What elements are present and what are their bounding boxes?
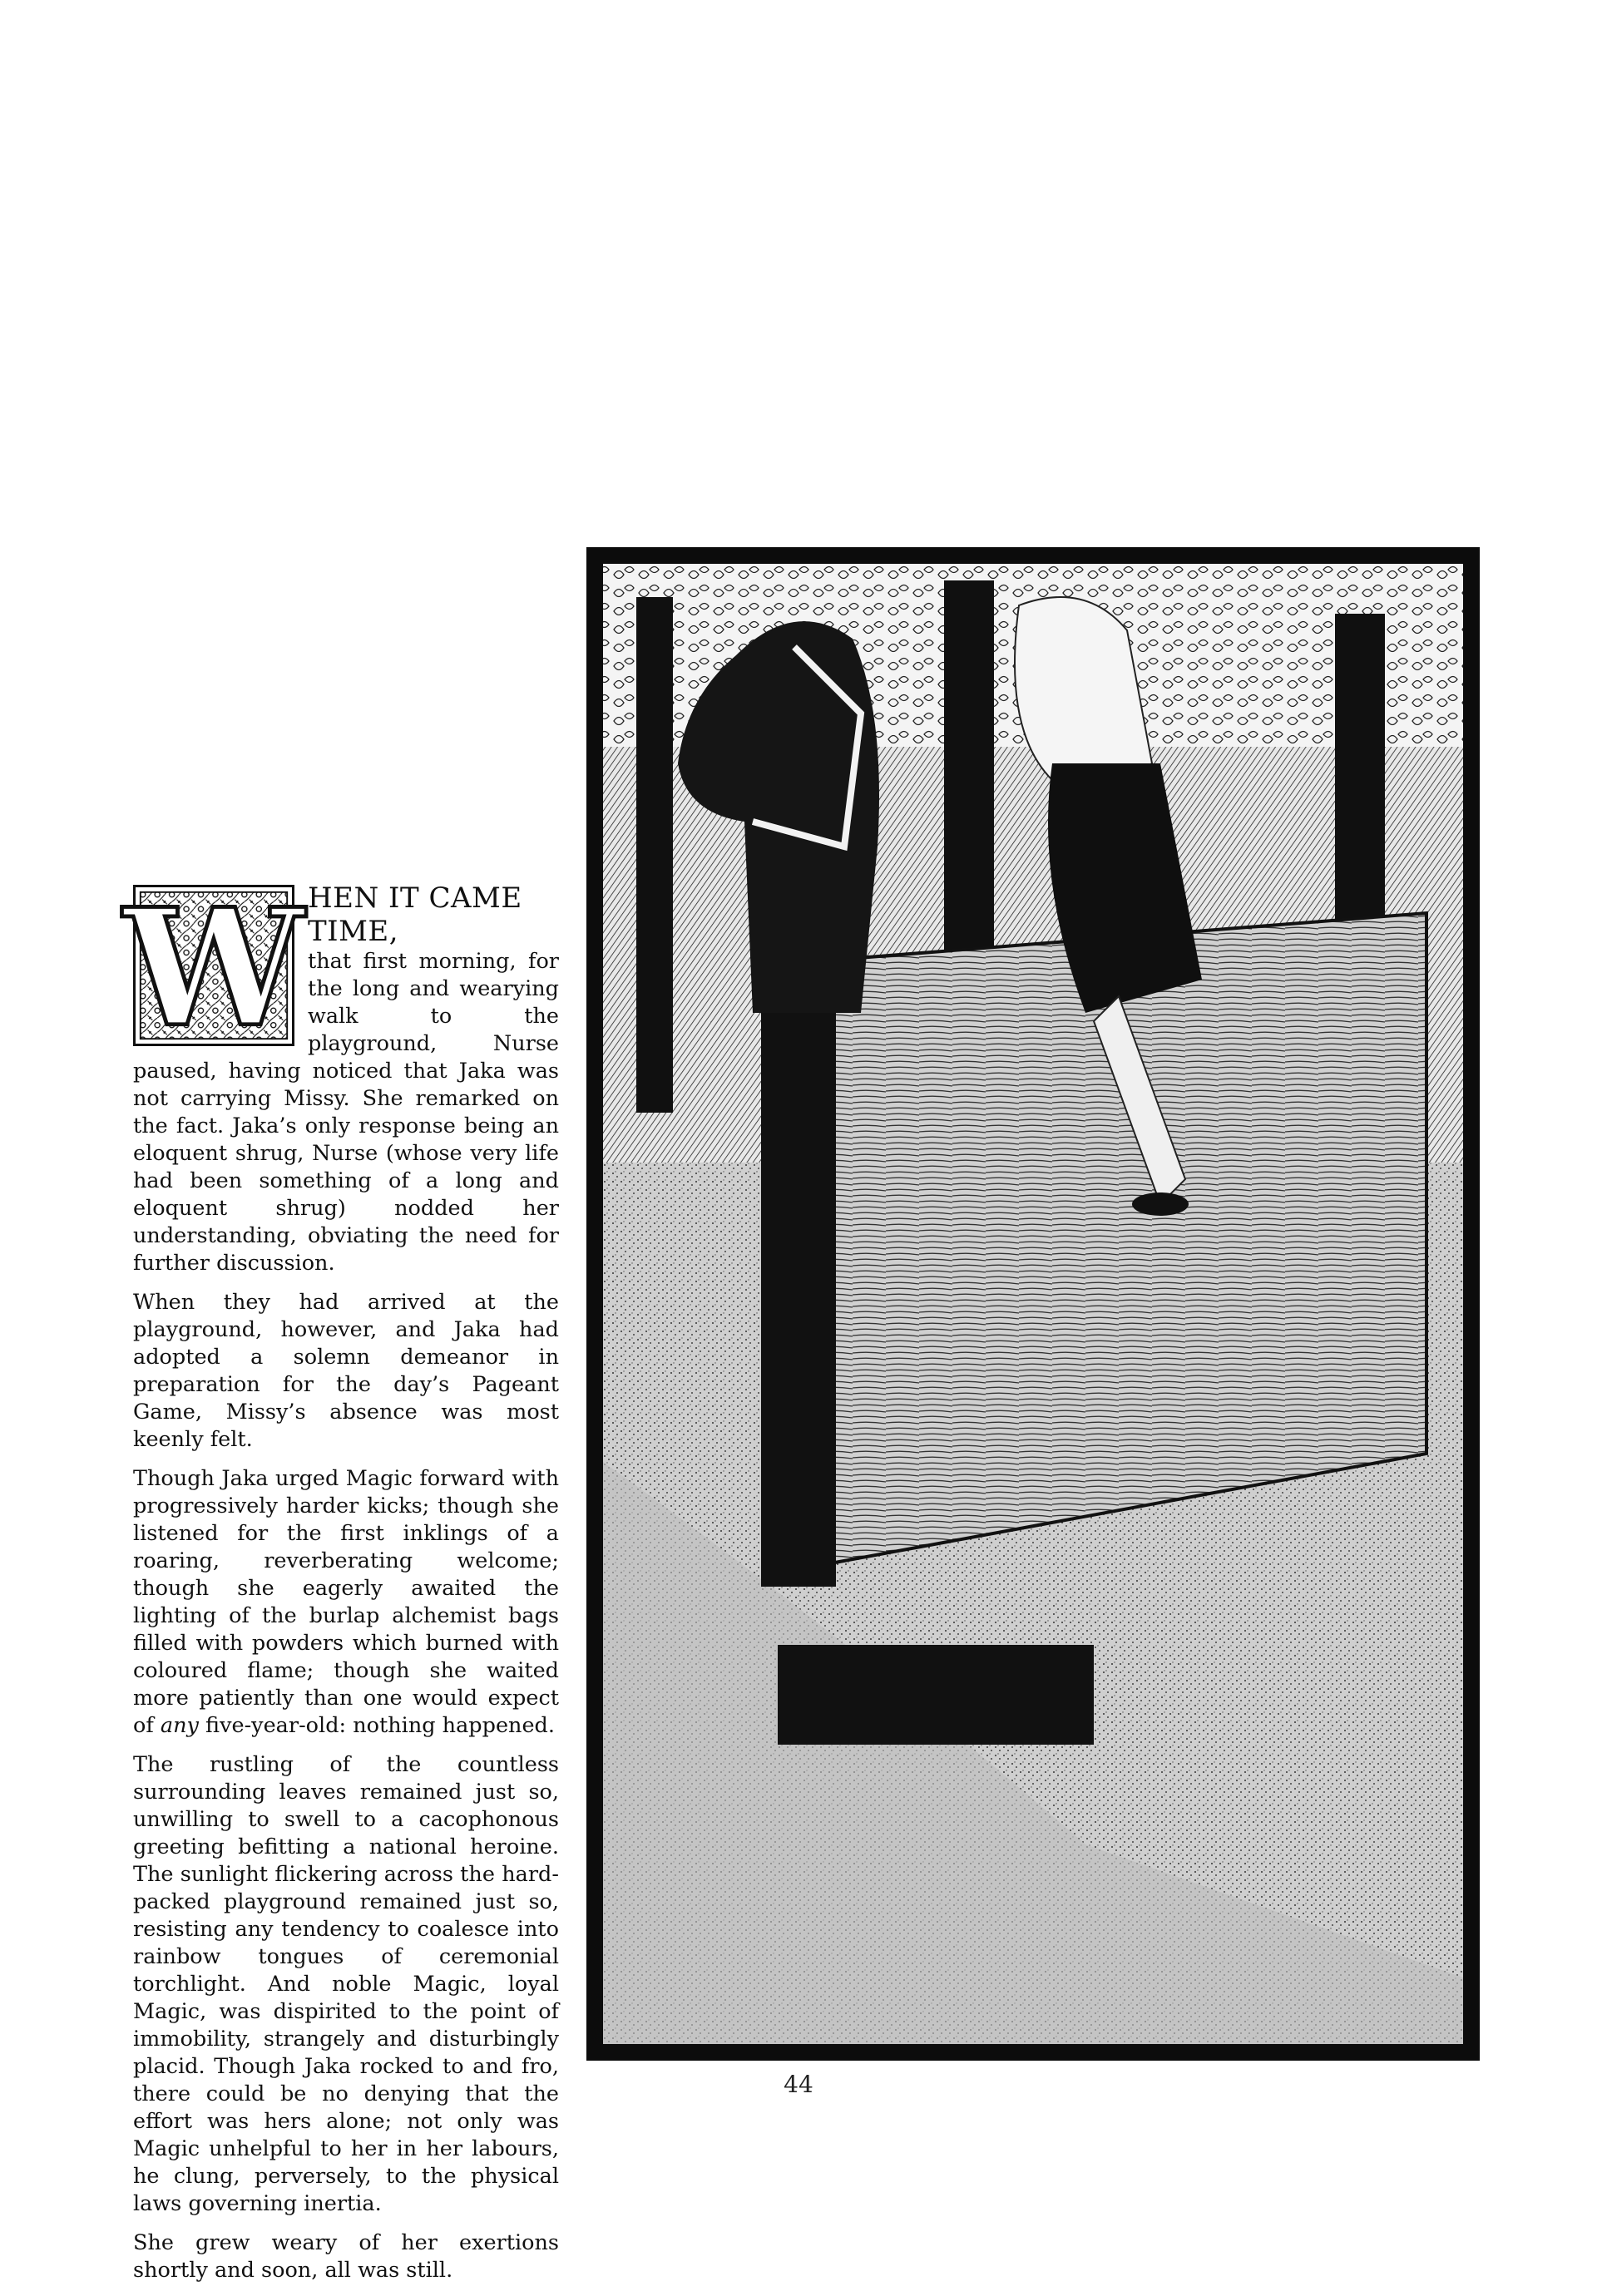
page-number: 44 [784,2071,813,2098]
lead-in-text: HEN IT CAME TIME, [308,881,522,948]
paragraph-3-text-a: Though Jaka urged Magic forward with progressively harder kicks; though she listened for the first inklings of a roaring, reverberating welcome; though she eagerly awaited the lighting of the burlap alchemist bags filled with powders which burned with coloured flame; though she waited more patiently than one would expect of [133,1466,559,1738]
illustration-girl-on-rocking-horse [586,547,1480,2061]
opening-body-text: that first morning, for the long and wearying walk to the playground, Nurse paused, having noticed that Jaka was not carrying Missy. She remarked on the fact. Jaka’s only response being an eloquent shrug, Nurse (whose very life had been something of a long and eloquent shrug) nodded her understanding, obviating the need for further discussion. [133,949,559,1276]
illustration-drawing [586,547,1480,2061]
dropcap-ornament-icon [123,872,304,1063]
dropcap-letter: W [123,872,304,1063]
paragraph-3-emphasis: any [160,1713,199,1738]
paragraph-2: When they had arrived at the playground, however, and Jaka had adopted a solemn demeanor in preparation for the day’s Pageant Game, Missy’s absence was most keenly felt. [133,1290,559,1452]
paragraph-3-text-b: five-year-old: nothing happened. [198,1713,555,1738]
ornate-dropcap [123,872,304,1063]
paragraph-3 [133,1465,559,1740]
paragraph-5: She grew weary of her exertions shortly and soon, all was still. [133,2230,559,2283]
opening-paragraph [123,872,559,1277]
paragraph-4: The rustling of the countless surrounding leaves remained just so, unwilling to swell to a cacophonous greeting befitting a national heroine. The sunlight flickering across the hard-packed playground remained just so, resisting any tendency to coalesce into rainbow tongues of ceremonial torchlight. And noble Magic, loyal Magic, was dispirited to the point of immobility, strangely and disturbingly placid. Though Jaka rocked to and fro, there could be no denying that the effort was hers alone; not only was Magic unhelpful to her in her labours, he clung, perversely, to the physical laws governing inertia. [133,1752,559,2216]
